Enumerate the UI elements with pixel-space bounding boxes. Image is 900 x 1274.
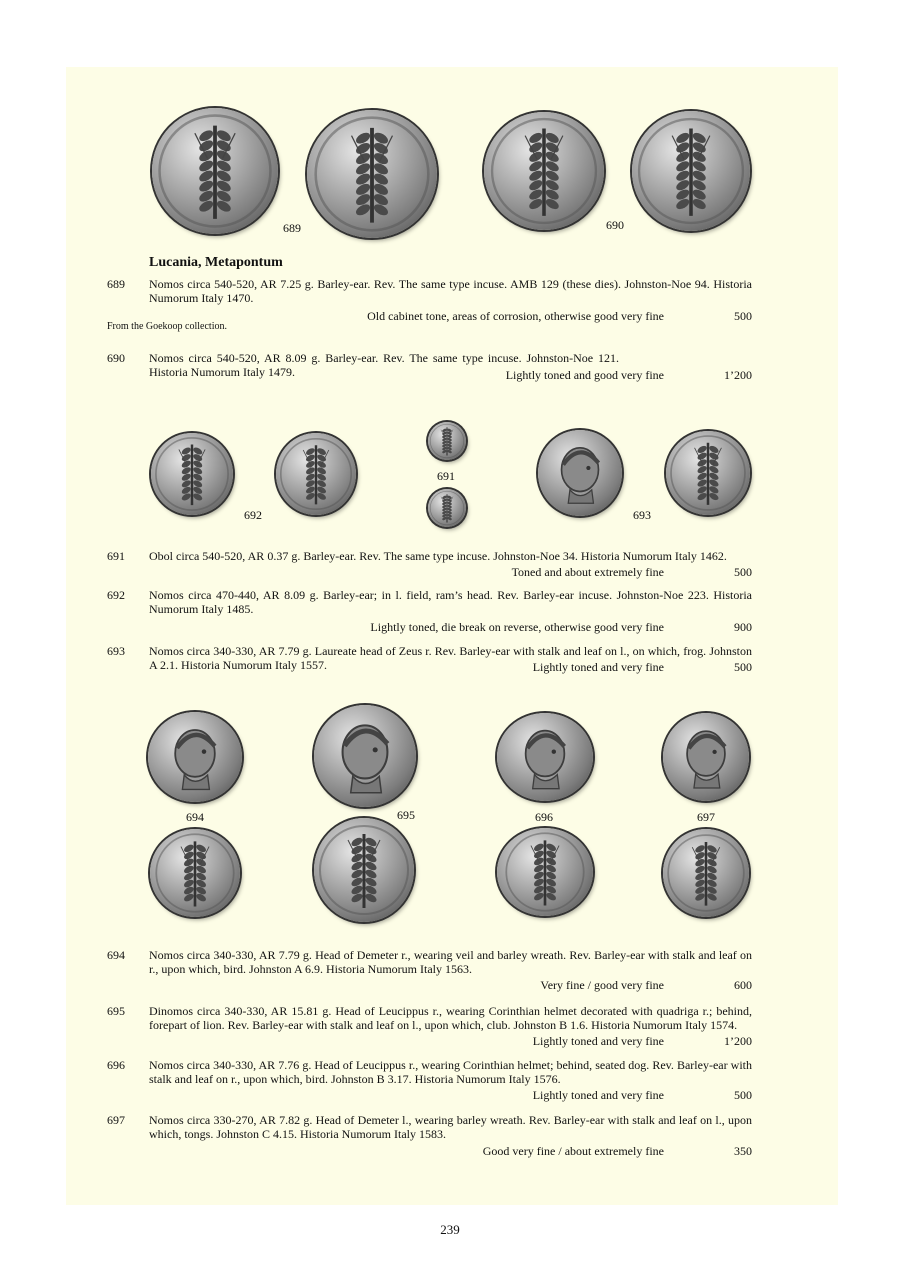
coin-label-697: 697	[697, 810, 715, 824]
coin-692-obverse-image	[151, 433, 233, 515]
lot-690	[107, 351, 752, 381]
coin-689-obverse-image	[152, 108, 278, 234]
lot-number: 690	[107, 351, 125, 365]
lot-grade: Lightly toned and very fine	[532, 1088, 664, 1102]
coin-696-reverse-image	[497, 828, 593, 916]
lot-description: Obol circa 540-520, AR 0.37 g. Barley-ear. Rev. The same type incuse. Johnston-Noe 34. Historia Numorum Italy 1462.	[149, 549, 727, 563]
lot-estimate: 1’200	[724, 368, 752, 382]
lot-696	[107, 1058, 752, 1104]
coin-label-691: 691	[437, 469, 455, 483]
lot-grade: Lightly toned and very fine	[532, 660, 664, 674]
coin-697-obverse-image	[663, 713, 749, 801]
coin-label-690: 690	[606, 218, 624, 232]
coin-690-reverse-image	[632, 111, 750, 231]
coin-690-obverse-image	[484, 112, 604, 230]
lot-grade: Lightly toned and good very fine	[505, 368, 664, 382]
lot-grade: Old cabinet tone, areas of corrosion, otherwise good very fine	[367, 309, 664, 323]
lot-grade: Very fine / good very fine	[540, 978, 664, 992]
lot-number: 694	[107, 948, 125, 962]
coin-691-reverse-image	[428, 489, 466, 527]
lot-description: Nomos circa 340-330, AR 7.79 g. Laureate head of Zeus r. Rev. Barley-ear with stalk and leaf on l., on which, frog. Johnston A 2.1. Historia Numorum Italy 1557.	[149, 644, 752, 672]
coin-695-obverse-image	[314, 705, 416, 807]
lot-693	[107, 644, 752, 674]
coin-692-reverse-image	[276, 433, 356, 515]
lot-description: Nomos circa 540-520, AR 7.25 g. Barley-ear. Rev. The same type incuse. AMB 129 (these dies). Johnston-Noe 94. Historia Numorum Italy 1470.	[149, 277, 752, 305]
lot-estimate: 1’200	[724, 1034, 752, 1048]
lot-estimate: 350	[734, 1144, 752, 1158]
lot-estimate: 500	[734, 1088, 752, 1102]
section-heading: Lucania, Metapontum	[149, 255, 283, 270]
lot-grade: Lightly toned and very fine	[532, 1034, 664, 1048]
lot-estimate: 900	[734, 620, 752, 634]
coin-696-obverse-image	[497, 713, 593, 801]
lot-description: Nomos circa 340-330, AR 7.76 g. Head of Leucippus r., wearing Corinthian helmet; behind, seated dog. Rev. Barley-ear with stalk and leaf on r., upon which, bird. Johnston B 3.17. Historia Numorum Italy 1576.	[149, 1058, 752, 1086]
coin-label-692: 692	[244, 508, 262, 522]
lot-grade: Toned and about extremely fine	[511, 565, 664, 579]
lot-description: Nomos circa 470-440, AR 8.09 g. Barley-ear; in l. field, ram’s head. Rev. Barley-ear incuse. Johnston-Noe 223. Historia Numorum Italy 1485.	[149, 588, 752, 616]
lot-number: 697	[107, 1113, 125, 1127]
lot-number: 695	[107, 1004, 125, 1018]
lot-689-provenance: From the Goekoop collection.	[107, 321, 227, 332]
lot-estimate: 500	[734, 660, 752, 674]
lot-697	[107, 1113, 752, 1159]
lot-estimate: 500	[734, 565, 752, 579]
lot-estimate: 600	[734, 978, 752, 992]
lot-number: 696	[107, 1058, 125, 1072]
coin-693-obverse-image	[538, 430, 622, 516]
lot-694	[107, 948, 752, 994]
lot-692	[107, 588, 752, 634]
lot-description: Dinomos circa 340-330, AR 15.81 g. Head of Leucippus r., wearing Corinthian helmet decorated with quadriga r.; behind, forepart of lion. Rev. Barley-ear with stalk and leaf on l., upon which, club. Johnston B 1.6. Historia Numorum Italy 1574.	[149, 1004, 752, 1032]
lot-691	[107, 549, 752, 579]
lot-description: Nomos circa 330-270, AR 7.82 g. Head of Demeter l., wearing barley wreath. Rev. Barley-ear with stalk and leaf on l., upon which, tongs. Johnston C 4.15. Historia Numorum Italy 1583.	[149, 1113, 752, 1141]
lot-number: 693	[107, 644, 125, 658]
lot-number: 691	[107, 549, 125, 563]
coin-697-reverse-image	[663, 829, 749, 917]
coin-label-696: 696	[535, 810, 553, 824]
coin-693-reverse-image	[666, 431, 750, 515]
coin-691-obverse-image	[428, 422, 466, 460]
lot-number: 692	[107, 588, 125, 602]
coin-label-694: 694	[186, 810, 204, 824]
coin-694-reverse-image	[150, 829, 240, 917]
coin-label-689: 689	[283, 221, 301, 235]
coin-689-reverse-image	[307, 110, 437, 238]
lot-695	[107, 1004, 752, 1050]
lot-grade: Lightly toned, die break on reverse, otherwise good very fine	[370, 620, 664, 634]
lot-grade: Good very fine / about extremely fine	[482, 1144, 664, 1158]
page-number: 239	[440, 1222, 460, 1237]
lot-estimate: 500	[734, 309, 752, 323]
coin-695-reverse-image	[314, 818, 414, 922]
coin-label-693: 693	[633, 508, 651, 522]
lot-description: Nomos circa 340-330, AR 7.79 g. Head of Demeter r., wearing veil and barley wreath. Rev. Barley-ear with stalk and leaf on r., upon which, bird. Johnston A 6.9. Historia Numorum Italy 1563.	[149, 948, 752, 976]
lot-689	[107, 277, 752, 323]
coin-694-obverse-image	[148, 712, 242, 802]
coin-label-695: 695	[397, 808, 415, 822]
lot-description: Nomos circa 540-520, AR 8.09 g. Barley-ear. Rev. The same type incuse. Johnston-Noe 121. Historia Numorum Italy 1479.	[149, 351, 619, 379]
lot-number: 689	[107, 277, 125, 291]
